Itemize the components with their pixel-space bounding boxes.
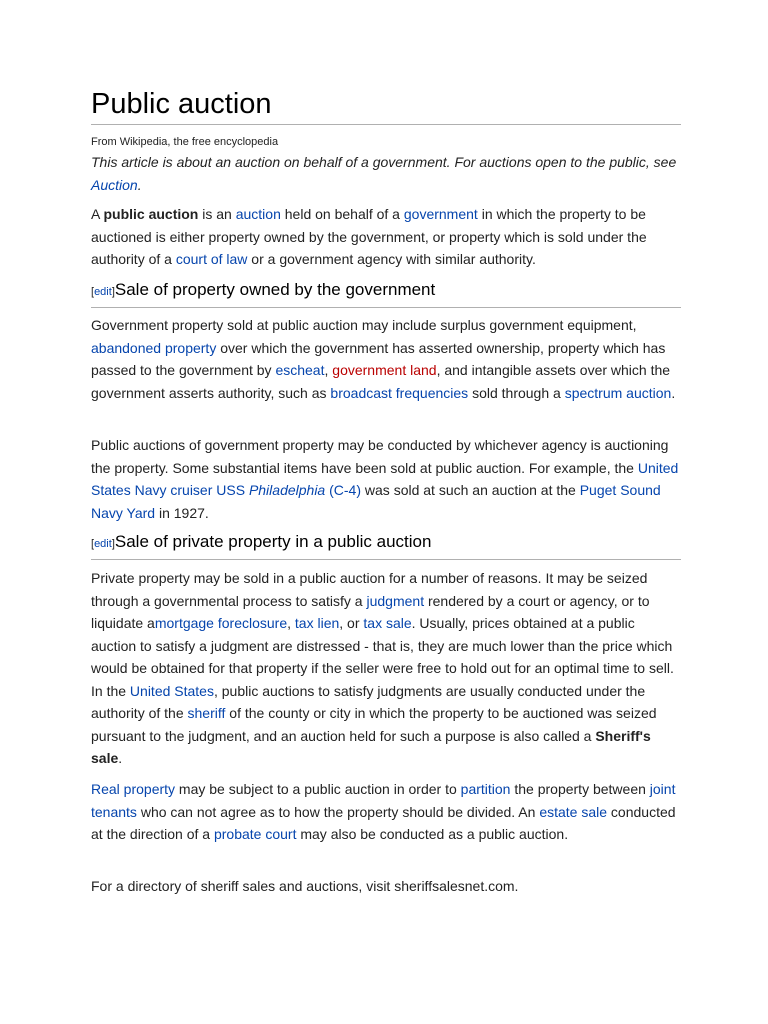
text: of the county or city in which the property to be auctioned was seized pursuant to the judgment, and an auction held for such a purpose is also called a <box>91 705 657 744</box>
link-tax-lien[interactable]: tax lien <box>294 615 340 631</box>
link-court-of-law[interactable]: court of law <box>175 251 248 267</box>
text: was sold at such an auction at the <box>361 482 580 498</box>
section-title: Sale of property owned by the government <box>114 280 436 299</box>
link-spectrum-auction[interactable]: spectrum auction <box>564 384 672 401</box>
text: is an <box>198 206 236 222</box>
section-2-paragraph-3 <box>91 875 681 898</box>
text: may be subject to a public auction in order to <box>175 781 461 797</box>
text: or a government agency with similar authority. <box>247 251 536 267</box>
link-partition[interactable]: partition <box>460 781 511 797</box>
link-auction[interactable]: Auction <box>91 176 138 193</box>
link-probate-court[interactable]: probate court <box>213 826 297 842</box>
link-government[interactable]: government <box>403 206 478 222</box>
edit-link-section-2[interactable]: edit <box>94 538 112 550</box>
text: in 1927. <box>155 504 209 521</box>
text: , and intangible assets over which the government asserts authority, such as <box>91 362 671 401</box>
text: may also be conducted as a public auction. <box>296 826 569 842</box>
hatnote <box>91 151 681 196</box>
text: A <box>91 206 104 222</box>
text: Private property may be sold in a public auction for a number of reasons. It may be seized through a governmental process to satisfy a <box>91 570 648 609</box>
text: Government property sold at public auction may include surplus government equipment, <box>91 317 637 333</box>
link-real-property[interactable]: Real property <box>91 781 176 797</box>
text: . Usually, prices obtained at a public auction to satisfy a judgment are distressed - that is, they are much lower than the price which would be obtained for that property if the seller were free to hold out for an optimal time to sell. In the <box>91 615 674 699</box>
text: . <box>118 750 123 766</box>
link-puget-sound-navy-yard[interactable]: Puget Sound Navy Yard <box>91 482 661 521</box>
link-auction-2[interactable]: auction <box>235 206 281 222</box>
bold-term: public auction <box>103 206 199 222</box>
link-estate-sale[interactable]: estate sale <box>539 803 608 820</box>
hatnote-text: This article is about an auction on behalf of a government. For auctions open to the public, see <box>91 154 677 170</box>
text: over which the government has asserted ownership, property which has passed to the government by <box>91 339 666 378</box>
section-heading-government <box>91 279 681 308</box>
text: who can not agree as to how the property should be divided. An <box>136 803 540 820</box>
text: the property between <box>510 781 650 797</box>
section-1-paragraph-2 <box>91 434 681 524</box>
text: , public auctions to satisfy judgments are usually conducted under the authority of the <box>91 682 646 721</box>
link-broadcast-frequencies[interactable]: broadcast frequencies <box>330 384 469 401</box>
text: Public auctions of government property may be conducted by whichever agency is auctioning the property. Some substantial items have been sold at public auction. For example, the <box>91 437 669 476</box>
bracket: [ <box>91 286 95 298</box>
link-joint-tenants[interactable]: joint tenants <box>91 781 676 820</box>
text: , <box>287 615 295 631</box>
bracket: ] <box>111 538 115 550</box>
section-2-paragraph-2 <box>91 778 681 846</box>
bracket: [ <box>91 538 95 550</box>
site-tagline: From Wikipedia, the free encyclopedia <box>91 136 279 148</box>
text: , <box>324 362 333 378</box>
text: in which the property to be auctioned is either property owned by the government, or property which is sold under the authority of a <box>91 206 647 267</box>
text: sold through a <box>468 384 565 401</box>
section-title: Sale of private property in a public auction <box>114 532 432 551</box>
text: held on behalf of a <box>280 206 404 222</box>
section-2-paragraph-1 <box>91 567 681 770</box>
section-heading-private <box>91 531 681 560</box>
hatnote-end: . <box>137 176 142 193</box>
link-escheat[interactable]: escheat <box>275 362 325 378</box>
redlink-government-land[interactable]: government land <box>332 362 437 378</box>
intro-paragraph <box>91 203 681 271</box>
link-mortgage-foreclosure[interactable]: mortgage foreclosure <box>154 615 288 631</box>
text: conducted at the direction of a <box>91 803 676 842</box>
link-abandoned-property[interactable]: abandoned property <box>91 339 217 356</box>
page-title: Public auction <box>91 86 681 125</box>
text: rendered by a court or agency, or to liquidate a <box>91 592 650 631</box>
edit-link-section-1[interactable]: edit <box>94 286 112 298</box>
directory-text: For a directory of sheriff sales and auctions, visit sheriffsalesnet.com. <box>91 878 519 894</box>
link-text: (C-4) <box>325 482 362 498</box>
bold-term: Sheriff's sale <box>91 727 651 766</box>
link-united-states[interactable]: United States <box>129 682 214 699</box>
bracket: ] <box>111 286 115 298</box>
text: . <box>671 384 676 401</box>
link-sheriff[interactable]: sheriff <box>187 705 226 721</box>
text: , or <box>339 615 364 631</box>
link-text-italic: Philadelphia <box>248 482 326 498</box>
link-text: United States Navy cruiser USS <box>91 459 679 498</box>
section-1-paragraph-1 <box>91 314 681 404</box>
link-tax-sale[interactable]: tax sale <box>363 615 412 631</box>
link-judgment[interactable]: judgment <box>366 592 425 609</box>
